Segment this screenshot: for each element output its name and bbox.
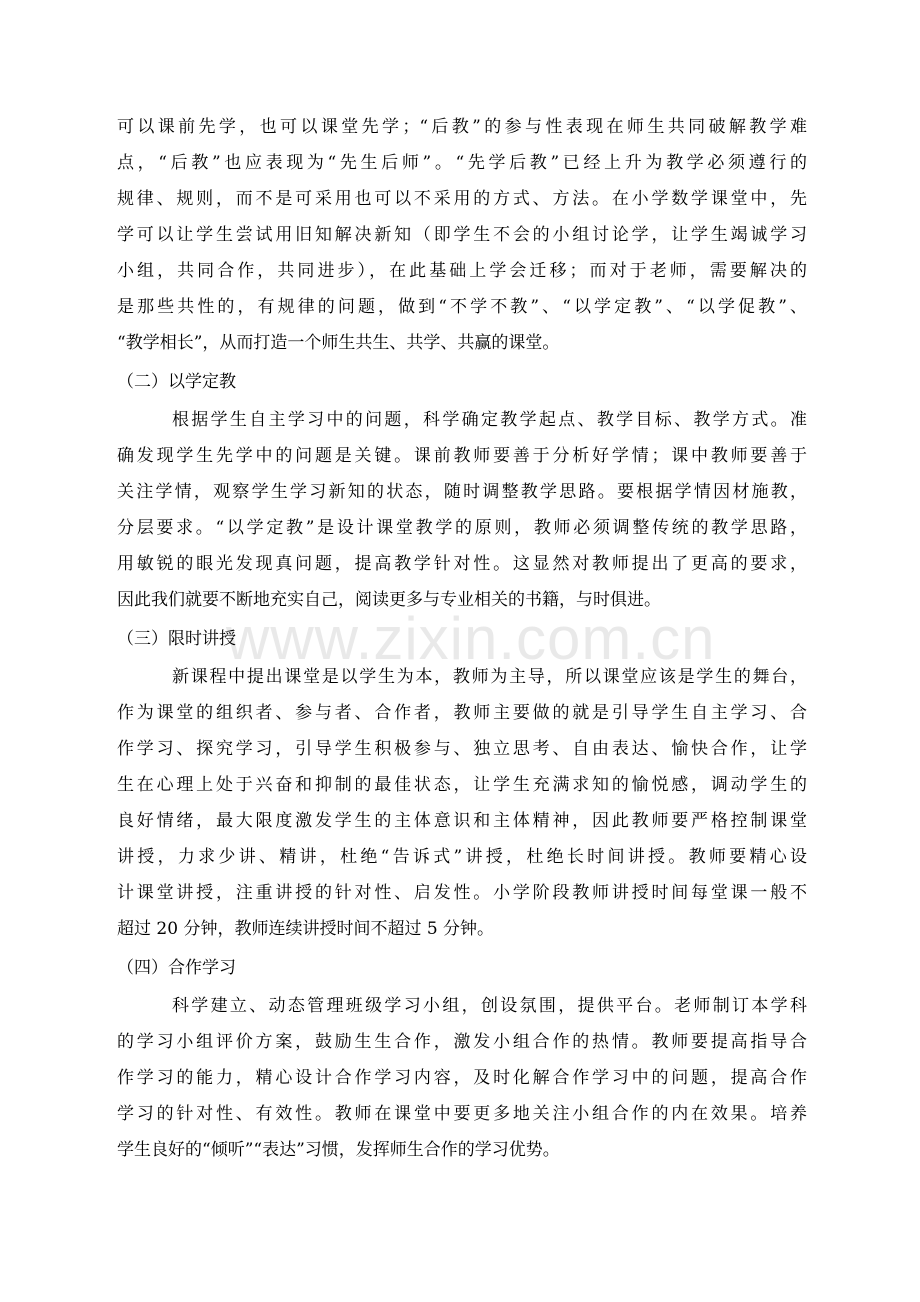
paragraph-4-line: 作学习的能力，精心设计合作学习内容，及时化解合作学习中的问题，提高合作 (117, 1068, 807, 1088)
paragraph-2-line: 因此我们就要不断地充实自己，阅读更多与专业相关的书籍，与时俱进。 (117, 590, 661, 610)
watermark: www.zixin.com.cn (226, 605, 716, 672)
section-heading: （三）限时讲授 (117, 629, 236, 649)
paragraph-3-line: 良好情绪，最大限度激发学生的主体意识和主体精神，因此教师要严格控制课堂 (117, 811, 807, 831)
paragraph-3-line: 作学习、探究学习，引导学生积极参与、独立思考、自由表达、愉快合作，让学 (117, 739, 807, 759)
paragraph-1-line: 学可以让学生尝试用旧知解决新知（即学生不会的小组讨论学，让学生竭诚学习 (117, 225, 807, 245)
paragraph-1-line: “教学相长”，从而打造一个师生共生、共学、共赢的课堂。 (117, 333, 560, 353)
paragraph-1-line: 可以课前先学，也可以课堂先学；“后教”的参与性表现在师生共同破解教学难 (117, 117, 807, 137)
paragraph-1-line: 规律、规则，而不是可采用也可以不采用的方式、方法。在小学数学课堂中，先 (117, 189, 807, 209)
paragraph-3-line: 讲授，力求少讲、精讲，杜绝“告诉式”讲授，杜绝长时间讲授。教师要精心设 (117, 847, 807, 867)
paragraph-3-line: 作为课堂的组织者、参与者、合作者，教师主要做的就是引导学生自主学习、合 (117, 703, 807, 723)
paragraph-2-line: 根据学生自主学习中的问题，科学确定教学起点、教学目标、教学方式。准 (172, 410, 807, 430)
paragraph-1-line: 小组，共同合作，共同进步），在此基础上学会迁移；而对于老师，需要解决的 (117, 261, 807, 281)
paragraph-4-line: 科学建立、动态管理班级学习小组，创设氛围，提供平台。老师制订本学科 (172, 996, 807, 1016)
paragraph-4-line: 的学习小组评价方案，鼓励生生合作，激发小组合作的热情。教师要提高指导合 (117, 1032, 807, 1052)
paragraph-4-line: 学习的针对性、有效性。教师在课堂中要更多地关注小组合作的内在效果。培养 (117, 1104, 807, 1124)
paragraph-3-line: 计课堂讲授，注重讲授的针对性、启发性。小学阶段教师讲授时间每堂课一般不 (117, 883, 807, 903)
paragraph-2-line: 分层要求。“以学定教”是设计课堂教学的原则，教师必须调整传统的教学思路， (117, 518, 807, 538)
paragraph-2-line: 用敏锐的眼光发现真问题，提高教学针对性。这显然对教师提出了更高的要求， (117, 554, 807, 574)
paragraph-2-line: 确发现学生先学中的问题是关键。课前教师要善于分析好学情；课中教师要善于 (117, 446, 807, 466)
paragraph-3-line: 超过 20 分钟，教师连续讲授时间不超过 5 分钟。 (117, 919, 495, 939)
paragraph-1-line: 是那些共性的，有规律的问题，做到“不学不教”、“以学定教”、“以学促教”、 (117, 297, 807, 317)
paragraph-4-line: 学生良好的“倾听”“表达”习惯，发挥师生合作的学习优势。 (117, 1140, 560, 1160)
section-heading: （二）以学定教 (117, 372, 236, 392)
section-heading: （四）合作学习 (117, 958, 236, 978)
paragraph-2-line: 关注学情，观察学生学习新知的状态，随时调整教学思路。要根据学情因材施教， (117, 482, 807, 502)
paragraph-1-line: 点，“后教”也应表现为“先生后师”。“先学后教”已经上升为教学必须遵行的 (117, 153, 807, 173)
paragraph-3-line: 生在心理上处于兴奋和抑制的最佳状态，让学生充满求知的愉悦感，调动学生的 (117, 775, 807, 795)
paragraph-3-line: 新课程中提出课堂是以学生为本，教师为主导，所以课堂应该是学生的舞台， (172, 667, 807, 687)
